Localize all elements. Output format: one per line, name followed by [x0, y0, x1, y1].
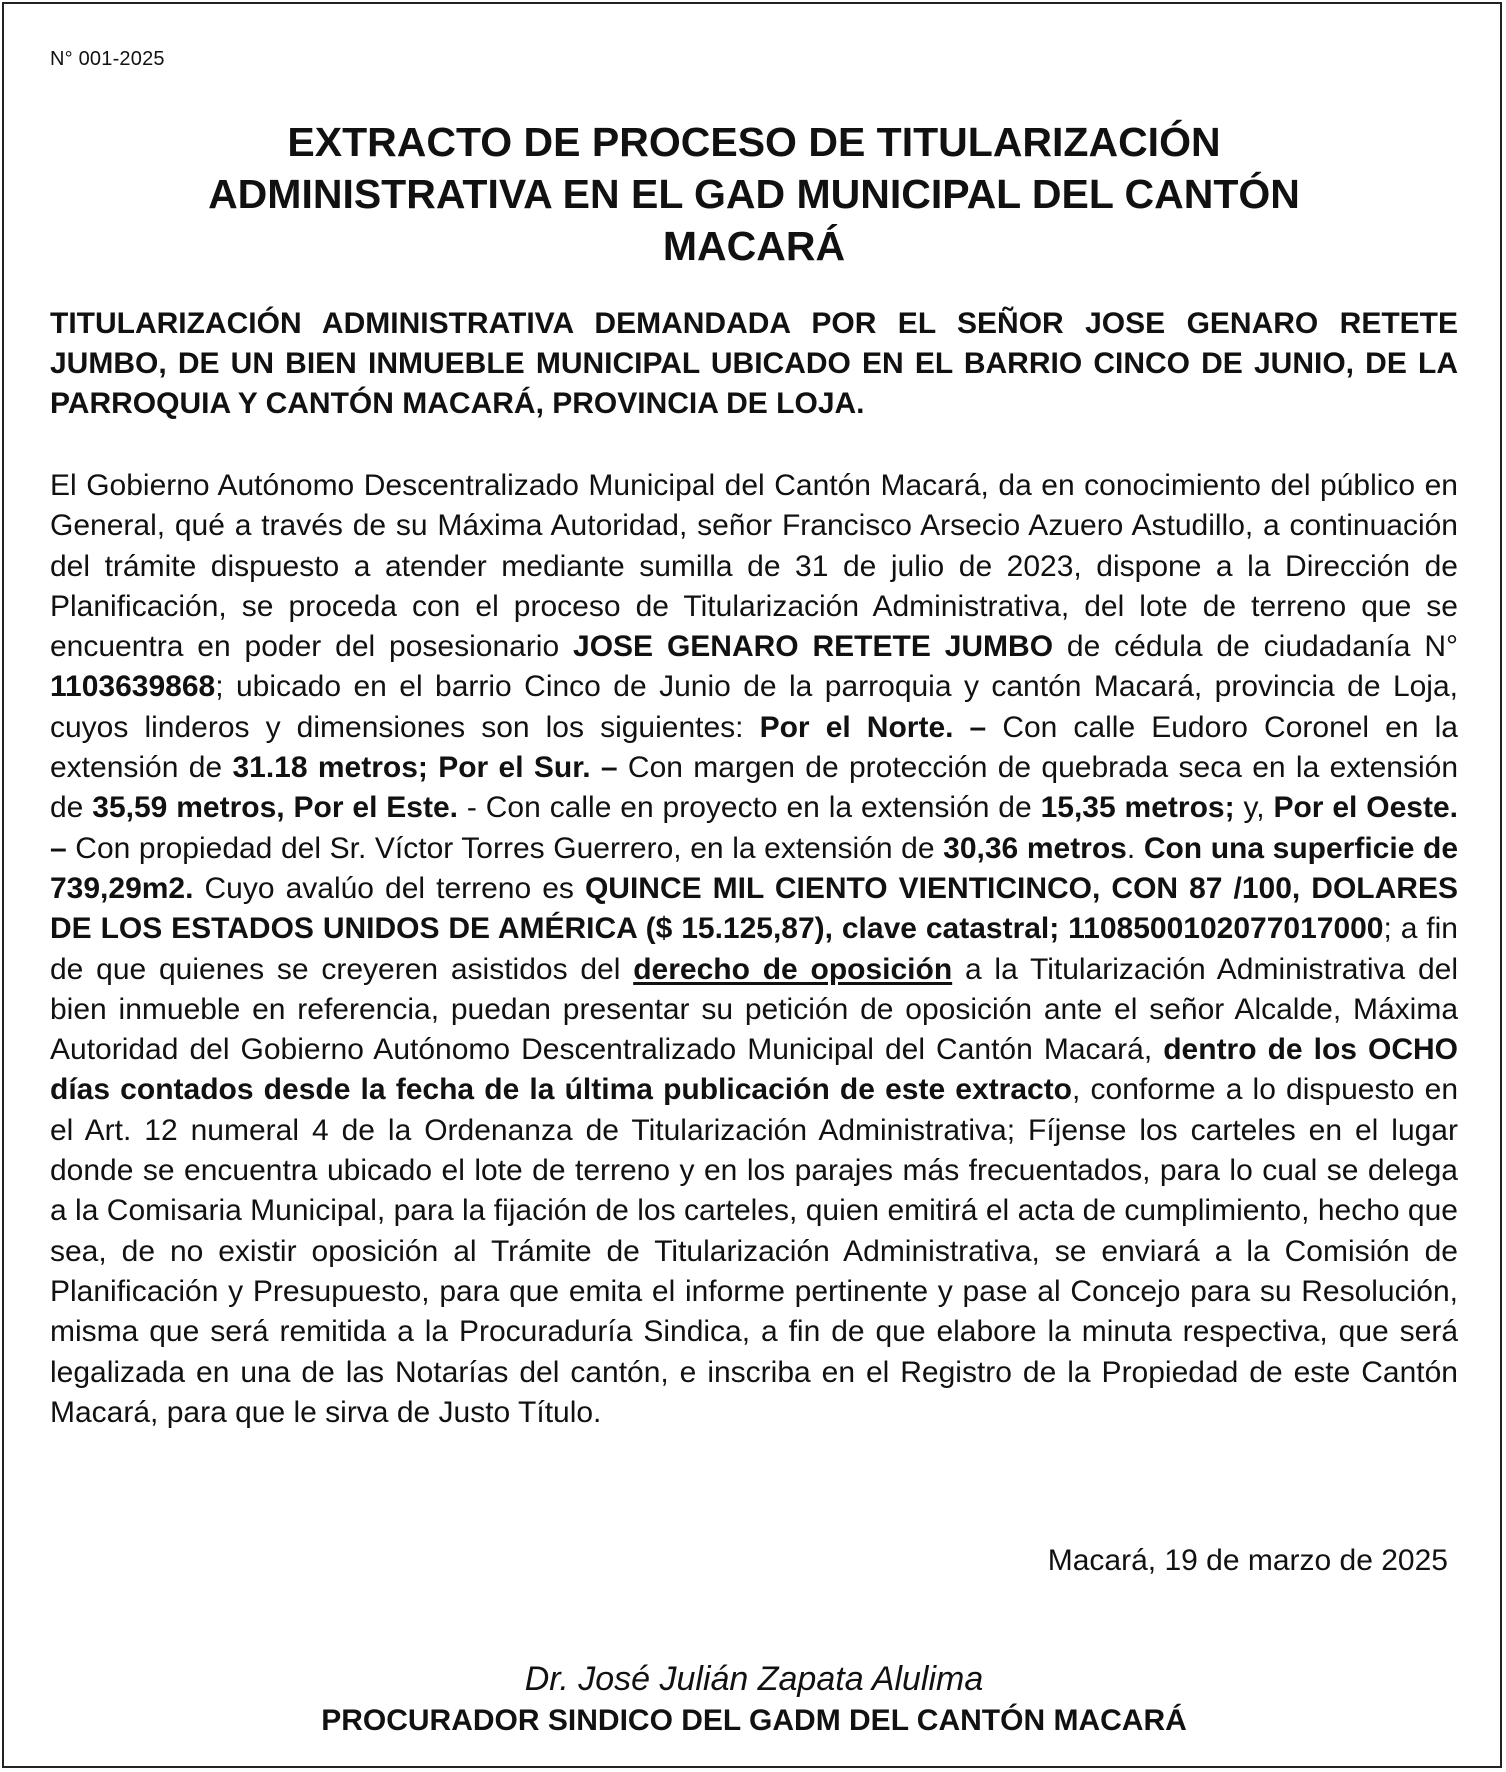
body-text-segment: ; ubicado en el barrio Cinco de Junio de la parroquia y cantón Macará, provincia de Loja, cuyos linderos y dimensiones son los siguientes:: [50, 670, 1458, 744]
title-line-1: EXTRACTO DE PROCESO DE TITULARIZACIÓN: [287, 119, 1221, 165]
boundary-north-label: Por el Norte. –: [759, 710, 987, 744]
boundary-east-measure: 15,35 metros;: [1040, 791, 1235, 825]
body-text-segment: y,: [1234, 791, 1274, 825]
document-subtitle: TITULARIZACIÓN ADMINISTRATIVA DEMANDADA POR EL SEÑOR JOSE GENARO RETETE JUMBO, DE UN BIEN INMUEBLE MUNICIPAL UBICADO EN EL BARRIO CINCO DE JUNIO, DE LA PARROQUIA Y CANTÓN MACARÁ, PROVINCIA DE LOJA.: [50, 307, 1458, 420]
body-text-segment: Con calle Eudoro Coronel en la extensión de: [50, 710, 1458, 785]
body-text-segment: , conforme a lo dispuesto en el Art. 12 numeral 4 de la Ordenanza de Titularización Administrativa; Fíjense los carteles en el lugar donde se encuentra ubicado el lote de terreno y en los parajes más frecuentados, para lo cual se delega a la Comisaria Municipal, para la fijación de los carteles, quien emitirá el acta de cumplimiento, hecho que sea, de no existir oposición al Trámite de Titularización Administrativa, se enviará a la Comisión de Planificación y Presupuesto, para que emita el informe pertinente y pase al Concejo para su Resolución, misma que será remitida a la Procuraduría Sindica, a fin de que elabore la minuta respectiva, que será legalizada en una de las Notarías del cantón, e inscriba en el Registro de la Propiedad de este Cantón Macará, para que le sirva de Justo Título.: [50, 1073, 1459, 1429]
appraisal-value: QUINCE MIL CIENTO VIENTICINCO, CON 87 /100, DOLARES DE LOS ESTADOS UNIDOS DE AMÉRICA ($ 15.125,87), clave catastral; 1108500102077017000: [50, 871, 1458, 946]
surface-area: Con una superficie de 739,29m2.: [50, 831, 1458, 905]
boundary-west-label: Por el Oeste. –: [50, 791, 1458, 865]
owner-name: JOSE GENARO RETETE JUMBO: [573, 630, 1054, 664]
document-number: N° 001-2025: [50, 48, 165, 70]
body-text-segment: Con margen de protección de quebrada seca en la extensión de: [50, 751, 1459, 825]
body-text-segment: ; a fin de que quienes se creyeren asistidos del: [50, 912, 1458, 986]
body-paragraph: [50, 466, 1458, 1433]
body-text-segment: de cédula de ciudadanía N°: [1053, 630, 1458, 664]
boundary-south-label: 31.18 metros; Por el Sur. –: [232, 751, 618, 785]
boundary-west-measure: 30,36 metros: [943, 831, 1127, 865]
signer-name: Dr. José Julián Zapata Alulima: [524, 1660, 984, 1698]
boundary-east-label: 35,59 metros, Por el Este.: [92, 791, 458, 825]
opposition-deadline: dentro de los OCHO días contados desde la fecha de la última publicación de este extracto: [50, 1033, 1459, 1107]
id-number: 1103639868: [50, 670, 216, 704]
body-text-segment: - Con calle en proyecto en la extensión de: [458, 791, 1041, 825]
body-text-segment: a la Titularización Administrativa del bien inmueble en referencia, puedan presentar su petición de oposición ante el señor Alcalde, Máxima Autoridad del Gobierno Autónomo Descentralizado Municipal del Cantón Macará,: [50, 952, 1459, 1067]
body-text-segment: Con propiedad del Sr. Víctor Torres Guerrero, en la extensión de: [66, 831, 944, 865]
title-line-3: MACARÁ: [662, 223, 846, 269]
body-text-segment: .: [1126, 831, 1144, 865]
signer-position: PROCURADOR SINDICO DEL GADM DEL CANTÓN MACARÁ: [321, 1704, 1187, 1737]
date-line: Macará, 19 de marzo de 2025: [1047, 1544, 1448, 1577]
body-text-segment: El Gobierno Autónomo Descentralizado Municipal del Cantón Macará, da en conocimiento del público en General, qué a través de su Máxima Autoridad, señor Francisco Arsecio Azuero Astudillo, a continuación del trámite dispuesto a atender mediante sumilla de 31 de julio de 2023, dispone a la Dirección de Planificación, se proceda con el proceso de Titularización Administrativa, del lote de terreno que se encuentra en poder del posesionario: [50, 469, 1458, 664]
document-frame: [2, 2, 1502, 1768]
document-title: [64, 116, 1444, 272]
title-line-2: ADMINISTRATIVA EN EL GAD MUNICIPAL DEL CANTÓN: [208, 171, 1300, 217]
body-text-segment: Cuyo avalúo del terreno es: [193, 871, 585, 905]
opposition-right: derecho de oposición: [633, 952, 953, 986]
